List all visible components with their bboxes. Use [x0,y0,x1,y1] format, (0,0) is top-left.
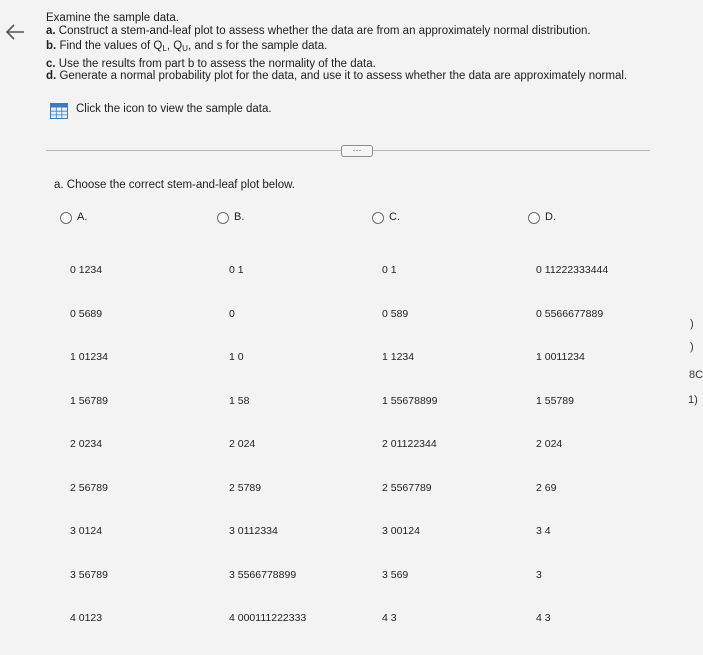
option-d-stem-leaf-plot [536,234,608,655]
plot-row: 2 024 [536,438,563,450]
plot-row: 3 56789 [70,568,108,581]
instruction-a-label: a. [46,25,56,37]
plot-row: 3 00124 [382,525,420,537]
plot-row: 0 1 [382,264,397,276]
plot-row: 3 0124 [70,525,103,537]
plot-row: 0 1234 [70,264,103,276]
right-edge-fragment: ) [690,341,694,353]
plot-row: 1 0 [229,351,244,363]
plot-row: 4 000111222333 [229,612,307,624]
plot-row: 2 5567789 [382,481,432,494]
plot-row: 0 [229,307,235,320]
option-d[interactable] [528,211,668,624]
right-edge-fragment: ) [690,318,694,330]
plot-row: 0 1 [229,264,244,276]
plot-row: 0 589 [382,307,409,320]
q-lower-subscript: L [162,44,167,53]
plot-row: 3 5566778899 [229,568,297,581]
data-table-icon[interactable] [50,103,68,119]
plot-row: 4 3 [536,612,551,624]
instruction-c-text: Use the results from part b to assess the normality of the data. [58,58,376,70]
plot-row: 2 56789 [70,481,108,494]
instruction-a-text: Construct a stem-and-leaf plot to assess whether the data are from an approximately normal distribution. [58,25,591,37]
instruction-b-sep: , Q [166,40,183,52]
view-data-link[interactable]: Click the icon to view the sample data. [76,103,272,115]
option-d-radio[interactable] [528,212,540,224]
plot-row: 3 [536,568,542,581]
plot-row: 1 55789 [536,394,574,407]
plot-row: 1 55678899 [382,394,438,407]
option-b-label: B. [234,211,245,223]
plot-row: 0 5689 [70,307,103,320]
plot-row: 3 4 [536,525,551,537]
plot-row: 2 5789 [229,481,262,494]
plot-row: 2 01122344 [382,438,437,450]
instruction-b-label: b. [46,40,57,52]
plot-row: 0 5566677889 [536,307,604,320]
plot-row: 1 01234 [70,351,108,363]
option-c[interactable] [372,211,512,624]
plot-row: 4 3 [382,612,397,624]
option-d-label: D. [545,211,556,223]
instruction-b-text-post: , and s for the sample data. [187,40,328,52]
option-a-radio[interactable] [60,212,72,224]
option-a-label: A. [77,211,88,223]
option-a[interactable] [60,211,200,624]
instruction-b-text-pre: Find the values of Q [59,40,163,52]
option-c-label: C. [389,211,400,223]
instruction-d [46,70,627,82]
back-arrow-icon[interactable] [4,22,26,42]
q-upper-subscript: U [182,44,188,53]
instruction-d-text: Generate a normal probability plot for the data, and use it to assess whether the data are approximately normal. [59,70,628,82]
plot-row: 1 1234 [382,351,415,363]
expand-button[interactable]: ··· [341,145,373,157]
option-c-radio[interactable] [372,212,384,224]
plot-row: 4 0123 [70,612,103,624]
plot-row: 2 0234 [70,438,103,450]
plot-row: 1 56789 [70,394,108,407]
plot-row: 2 69 [536,481,557,494]
question-intro: Examine the sample data. [46,12,179,24]
plot-row: 1 0011234 [536,351,585,363]
instruction-c [46,58,376,70]
option-b-radio[interactable] [217,212,229,224]
instruction-b [46,40,327,53]
plot-row: 2 024 [229,438,256,450]
option-c-stem-leaf-plot [382,234,437,655]
plot-row: 1 58 [229,394,250,407]
option-b[interactable] [217,211,357,624]
instruction-d-label: d. [46,70,57,82]
plot-row: 3 569 [382,568,409,581]
part-a-prompt: a. Choose the correct stem-and-leaf plot below. [54,179,295,191]
plot-row: 0 11222333444 [536,264,609,276]
option-b-stem-leaf-plot [229,234,306,655]
instruction-c-label: c. [46,58,56,70]
option-a-stem-leaf-plot [70,234,108,655]
right-edge-fragment: 1) [688,394,698,406]
right-edge-fragment: 8C [689,369,703,381]
plot-row: 3 0112334 [229,525,278,537]
instruction-a [46,25,591,37]
